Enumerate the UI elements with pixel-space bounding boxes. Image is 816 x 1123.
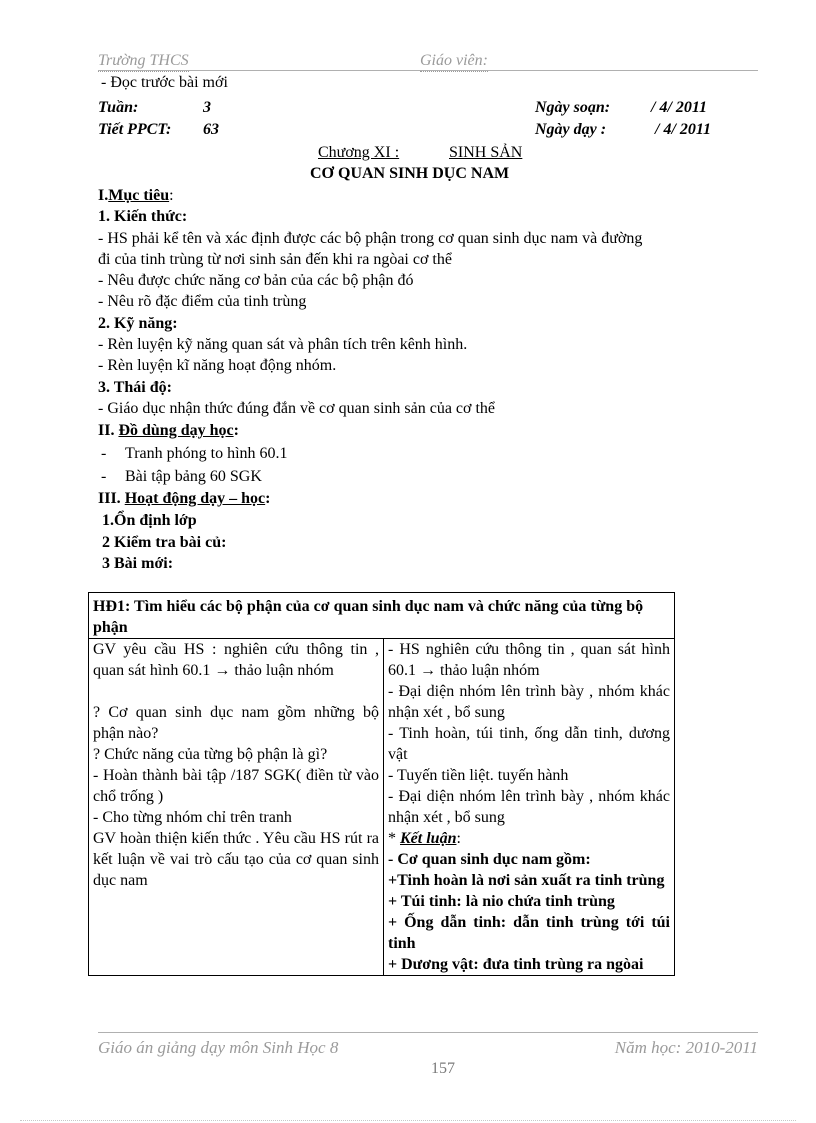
- teacher-step-spacer: [93, 681, 379, 702]
- period-value: 63: [203, 121, 219, 138]
- conclusion-heading: * Kết luận:: [388, 830, 461, 847]
- teach-date-value: / 4/ 2011: [655, 121, 712, 138]
- materials-bullet: -: [101, 468, 107, 485]
- prep-date-value: / 4/ 2011: [651, 99, 708, 116]
- knowledge-line: - Nêu rõ đặc điểm của tinh trùng: [98, 293, 307, 310]
- chapter-name: SINH SẢN: [449, 144, 523, 161]
- teacher-step: GV yêu cầu HS : nghiên cứu thông tin , quan sát hình 60.1 → thảo luận nhóm: [93, 641, 379, 679]
- conclusion-item: + Túi tinh: là nio chứa tinh trùng: [388, 893, 615, 910]
- student-step: - HS nghiên cứu thông tin , quan sát hình 60.1 → thảo luận nhóm: [388, 641, 670, 679]
- skills-line: - Rèn luyện kỹ năng quan sát và phân tích trên kênh hình.: [98, 336, 468, 353]
- attitude-title: 3. Thái độ:: [98, 379, 172, 396]
- teacher-step: ? Chức năng của từng bộ phận là gì?: [93, 746, 328, 763]
- materials-bullet: -: [101, 445, 107, 462]
- activity-table-title: HĐ1: Tìm hiểu các bộ phận của cơ quan sinh dục nam và chức năng của từng bộ phận: [89, 593, 675, 639]
- footer-subject: Giáo án giảng dạy môn Sinh Học 8: [98, 1038, 339, 1057]
- activity-step: 1.Ổn định lớp: [102, 512, 197, 529]
- top-note: - Đọc trước bài mới: [101, 74, 228, 91]
- teach-date-label: Ngày dạy :: [535, 121, 607, 138]
- attitude-line: - Giáo dục nhận thức đúng đắn về cơ quan sinh sản của cơ thể: [98, 400, 496, 417]
- student-step: - Đại diện nhóm lên trình bày , nhóm khác nhận xét , bổ sung: [388, 788, 670, 826]
- teacher-step: GV hoàn thiện kiến thức . Yêu cầu HS rút ra kết luận về vai trò cấu tạo của cơ quan sinh dục nam: [93, 830, 379, 889]
- page-header: [98, 48, 758, 71]
- activity-step: 2 Kiểm tra bài củ:: [102, 534, 227, 551]
- week-value: 3: [203, 99, 211, 116]
- conclusion-item: + Dương vật: đưa tinh trùng ra ngòai: [388, 956, 644, 973]
- page-number: 157: [431, 1060, 455, 1077]
- conclusion-item: + Ống dẫn tinh: dẫn tinh trùng tới túi tinh: [388, 914, 670, 952]
- page-bottom-divider: [20, 1120, 796, 1121]
- student-step: - Tuyến tiền liệt. tuyến hành: [388, 767, 569, 784]
- skills-title: 2. Kỹ năng:: [98, 315, 178, 332]
- teacher-label: Giáo viên:: [420, 50, 488, 72]
- skills-line: - Rèn luyện kĩ năng hoạt động nhóm.: [98, 357, 337, 374]
- knowledge-title: 1. Kiến thức:: [98, 208, 188, 225]
- materials-item: Bài tập bảng 60 SGK: [125, 468, 262, 485]
- knowledge-line: đi của tinh trùng từ nơi sinh sản đến khi ra ngòai cơ thể: [98, 251, 452, 268]
- activity-table: [88, 592, 675, 976]
- footer-school-year: Năm học: 2010-2011: [614, 1038, 758, 1057]
- objectives-heading: I.Mục tiêu:: [98, 187, 174, 204]
- materials-item: Tranh phóng to hình 60.1: [125, 445, 288, 462]
- knowledge-line: - Nêu được chức năng cơ bản của các bộ phận đó: [98, 272, 414, 289]
- school-label: Trường THCS: [98, 50, 189, 72]
- knowledge-line: - HS phải kể tên và xác định được các bộ phận trong cơ quan sinh dục nam và đường: [98, 230, 643, 247]
- student-column: [384, 639, 675, 976]
- conclusion-intro: - Cơ quan sinh dục nam gồm:: [388, 851, 591, 868]
- materials-heading: II. Đồ dùng dạy học:: [98, 422, 239, 439]
- week-label: Tuần:: [98, 99, 139, 116]
- prep-date-label: Ngày soạn:: [535, 99, 611, 116]
- lesson-title: CƠ QUAN SINH DỤC NAM: [310, 165, 510, 182]
- chapter-label: Chương XI :: [318, 144, 400, 161]
- page-footer: [98, 1032, 758, 1057]
- teacher-step: - Hoàn thành bài tập /187 SGK( điền từ vào chổ trống ): [93, 767, 379, 805]
- period-label: Tiết PPCT:: [98, 121, 172, 138]
- student-step: - Đại diện nhóm lên trình bày , nhóm khác nhận xét , bổ sung: [388, 683, 670, 721]
- teacher-step: - Cho từng nhóm chỉ trên tranh: [93, 809, 292, 826]
- activity-step: 3 Bài mới:: [102, 555, 174, 572]
- activities-heading: III. Hoạt động dạy – học:: [98, 490, 271, 507]
- teacher-column: [89, 639, 384, 976]
- teacher-step: ? Cơ quan sinh dục nam gồm những bộ phận nào?: [93, 704, 379, 742]
- student-step: - Tinh hoàn, túi tinh, ống dẫn tinh, dương vật: [388, 725, 670, 763]
- conclusion-item: +Tinh hoàn là nơi sản xuất ra tinh trùng: [388, 872, 665, 889]
